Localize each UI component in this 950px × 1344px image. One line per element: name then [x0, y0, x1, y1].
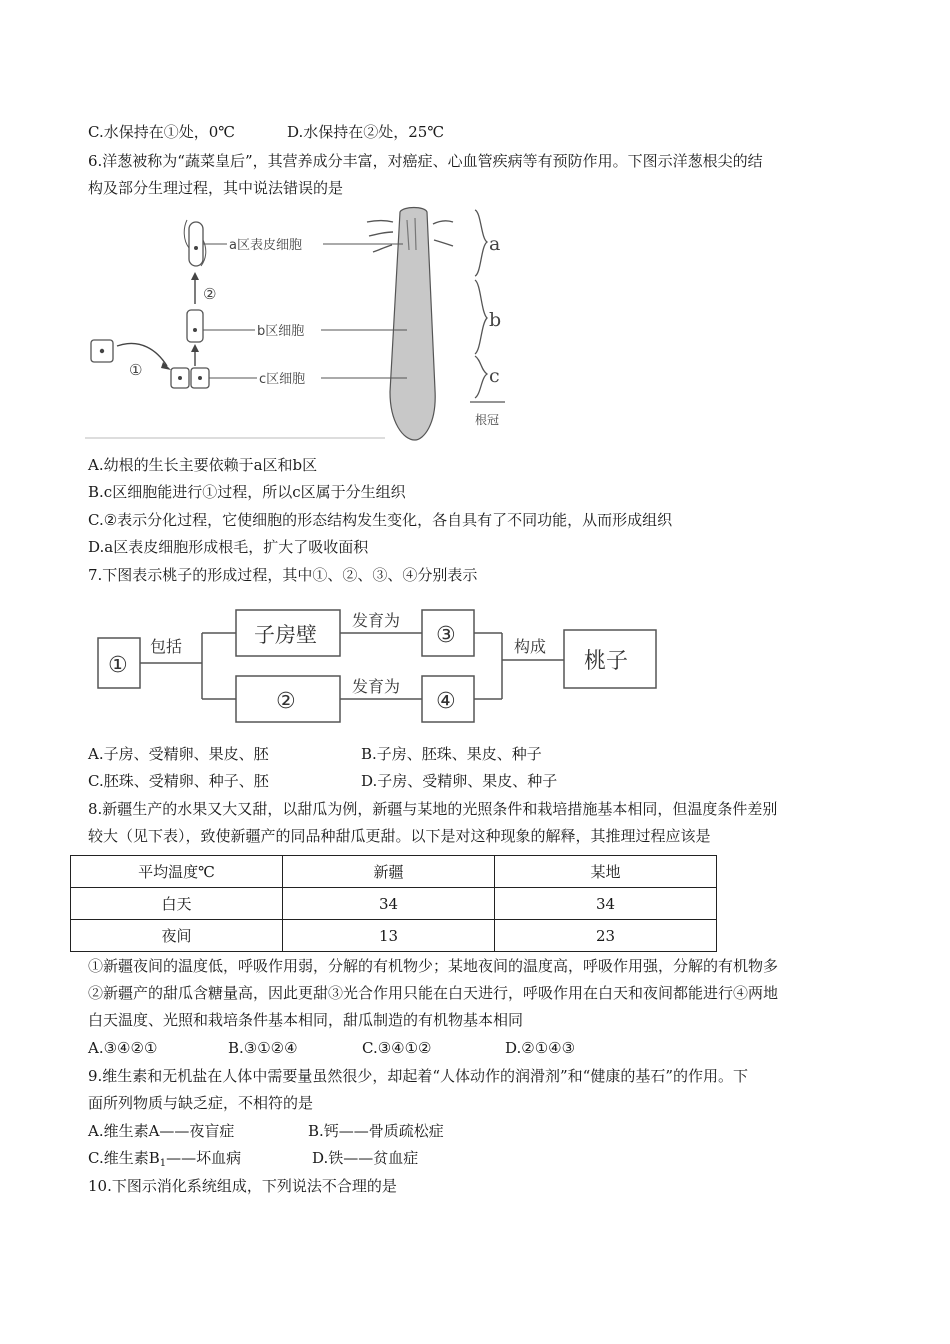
q5-option-d: D.水保持在②处，25℃ [287, 123, 445, 141]
q9-option-d: D.铁——贫血症 [312, 1149, 419, 1167]
table-row [71, 920, 717, 952]
q6-option-a: A.幼根的生长主要依赖于a区和b区 [88, 456, 318, 474]
b-zone-cell-label: b区细胞 [257, 324, 305, 339]
c-zone-cell-label: c区细胞 [259, 372, 306, 387]
q10-stem: 10.下图示消化系统组成，下列说法不合理的是 [88, 1177, 397, 1195]
zone-a-label: a [489, 233, 501, 255]
q9-option-b: B.钙——骨质疏松症 [308, 1122, 444, 1140]
q5-option-c: C.水保持在①处，0℃ [88, 123, 236, 141]
b-zone-cell [187, 310, 203, 342]
q8-explanation-line2: ②新疆产的甜瓜含糖量高，因此更甜③光合作用只能在白天进行，呼吸作用在白天和夜间都能进行④两地 [88, 984, 779, 1002]
q9-option-c [88, 1147, 241, 1175]
q6-option-b: B.c区细胞能进行①过程，所以c区属于分生组织 [88, 483, 406, 501]
zone-b-label: b [489, 309, 502, 331]
include-label: 包括 [150, 637, 183, 656]
box-4-label: ④ [436, 689, 456, 714]
table-header-cell: 新疆 [283, 856, 495, 888]
q7-option-b: B.子房、胚珠、果皮、种子 [361, 745, 542, 763]
q7-option-d: D.子房、受精卵、果皮、种子 [361, 772, 558, 790]
q9-option-a: A.维生素A——夜盲症 [88, 1122, 235, 1140]
temperature-table [70, 855, 717, 952]
q6-stem-line2: 构及部分生理过程，其中说法错误的是 [88, 179, 344, 197]
q8-stem-line2: 较大（见下表），致使新疆产的同品种甜瓜更甜。以下是对这种现象的解释，其推理过程应该是 [88, 827, 711, 845]
q8-explanation-line1: ①新疆夜间的温度低，呼吸作用弱，分解的有机物少；某地夜间的温度高，呼吸作用强，分解的有机物多 [88, 957, 779, 975]
step-2-label: ② [203, 285, 217, 303]
q7-option-c: C.胚珠、受精卵、种子、胚 [88, 772, 269, 790]
form-label: 构成 [514, 637, 547, 656]
q9-stem-line1: 9.维生素和无机盐在人体中需要量虽然很少，却起着“人体动作的润滑剂”和“健康的基石”的作用。下 [88, 1067, 748, 1085]
a-zone-cell-label: a区表皮细胞 [229, 238, 302, 253]
develop-label-2: 发育为 [352, 677, 401, 696]
table-cell: 23 [495, 920, 717, 952]
root-cap-label: 根冠 [475, 413, 500, 427]
q7-option-a: A.子房、受精卵、果皮、胚 [88, 745, 269, 763]
peach-label: 桃子 [584, 649, 629, 674]
onion-root-tip-figure [85, 200, 545, 445]
q7-stem: 7.下图表示桃子的形成过程，其中①、②、③、④分别表示 [88, 566, 478, 584]
zone-c-label: c [489, 365, 500, 387]
q8-option-c: C.③④①② [362, 1039, 432, 1057]
box-2-label: ② [276, 689, 296, 714]
a-zone-epidermal-cell [189, 222, 203, 266]
develop-label-1: 发育为 [352, 611, 401, 630]
peach-formation-diagram [90, 600, 670, 730]
q6-stem-line1: 6.洋葱被称为“蔬菜皇后”，其营养成分丰富，对癌症、心血管疾病等有预防作用。下图示洋葱根尖的结 [88, 152, 763, 170]
box-1-label: ① [108, 653, 128, 678]
table-cell: 白天 [71, 888, 283, 920]
table-cell: 34 [283, 888, 495, 920]
q9-option-c-post: ——坏血病 [166, 1149, 242, 1167]
step-1-label: ① [129, 361, 143, 379]
table-cell: 夜间 [71, 920, 283, 952]
root-tip-shape [390, 208, 435, 441]
q9-option-c-pre: C.维生素B [88, 1149, 160, 1167]
q9-stem-line2: 面所列物质与缺乏症，不相符的是 [88, 1094, 314, 1112]
ovary-wall-label: 子房壁 [254, 623, 317, 647]
q8-option-d: D.②①④③ [505, 1039, 576, 1057]
table-cell: 34 [495, 888, 717, 920]
q8-option-a: A.③④②① [88, 1039, 158, 1057]
table-cell: 13 [283, 920, 495, 952]
box-3-label: ③ [436, 623, 456, 648]
q6-option-d: D.a区表皮细胞形成根毛，扩大了吸收面积 [88, 538, 369, 556]
table-header-row [71, 856, 717, 888]
q8-option-b: B.③①②④ [228, 1039, 298, 1057]
q8-explanation-line3: 白天温度、光照和栽培条件基本相同，甜瓜制造的有机物基本相同 [88, 1011, 524, 1029]
table-header-cell: 某地 [495, 856, 717, 888]
table-header-cell: 平均温度℃ [71, 856, 283, 888]
q8-stem-line1: 8.新疆生产的水果又大又甜，以甜瓜为例，新疆与某地的光照条件和栽培措施基本相同，但温度条件差别 [88, 800, 778, 818]
q9-option-c-subscript: 1 [159, 1158, 167, 1169]
q6-option-c: C.②表示分化过程，它使细胞的形态结构发生变化，各自具有了不同功能，从而形成组织 [88, 511, 673, 529]
table-row [71, 888, 717, 920]
